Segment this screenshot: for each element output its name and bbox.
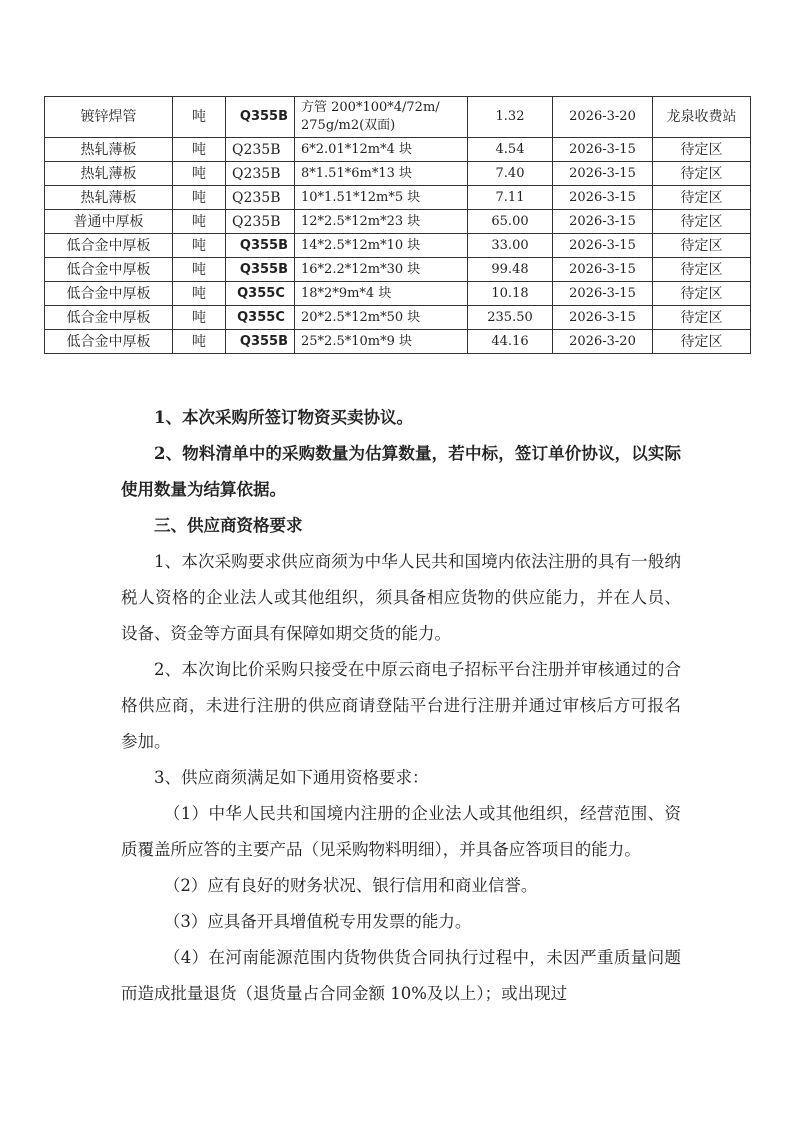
requirement-item-2: （2）应有良好的财务状况、银行信用和商业信誉。 — [163, 876, 538, 895]
unit: 吨 — [173, 186, 226, 210]
specification: 6*2.01*12m*4 块 — [295, 138, 468, 162]
unit: 吨 — [173, 97, 226, 138]
note-1: 1、本次采购所签订物资买卖协议。 — [154, 408, 413, 427]
table-row — [45, 162, 751, 186]
delivery-date: 2026-3-20 — [553, 97, 653, 138]
delivery-date: 2026-3-20 — [553, 330, 653, 354]
unit: 吨 — [173, 282, 226, 306]
quantity: 65.00 — [468, 210, 553, 234]
table-row — [45, 234, 751, 258]
quantity: 33.00 — [468, 234, 553, 258]
quantity: 10.18 — [468, 282, 553, 306]
unit: 吨 — [173, 234, 226, 258]
specification: 8*1.51*6m*13 块 — [295, 162, 468, 186]
paragraph-2: 2、本次询比价采购只接受在中原云商电子招标平台注册并审核通过的合格供应商，未进行注册的供应商请登陆平台进行注册并通过审核后方可报名参加。 — [121, 660, 681, 751]
delivery-date: 2026-3-15 — [553, 258, 653, 282]
specification: 16*2.2*12m*30 块 — [295, 258, 468, 282]
delivery-place: 待定区 — [653, 162, 751, 186]
quantity: 7.11 — [468, 186, 553, 210]
delivery-place: 待定区 — [653, 258, 751, 282]
material-name: 热轧薄板 — [45, 162, 173, 186]
materials-table — [44, 96, 751, 354]
table-row — [45, 282, 751, 306]
table-row — [45, 210, 751, 234]
delivery-place: 待定区 — [653, 306, 751, 330]
delivery-date: 2026-3-15 — [553, 162, 653, 186]
steel-grade: Q355C — [226, 306, 295, 330]
quantity: 7.40 — [468, 162, 553, 186]
specification: 25*2.5*10m*9 块 — [295, 330, 468, 354]
table-row — [45, 258, 751, 282]
delivery-place: 待定区 — [653, 186, 751, 210]
unit: 吨 — [173, 258, 226, 282]
quantity: 44.16 — [468, 330, 553, 354]
steel-grade: Q235B — [226, 186, 295, 210]
material-name: 低合金中厚板 — [45, 330, 173, 354]
delivery-date: 2026-3-15 — [553, 306, 653, 330]
material-name: 低合金中厚板 — [45, 234, 173, 258]
material-name: 普通中厚板 — [45, 210, 173, 234]
table-row — [45, 330, 751, 354]
delivery-place: 待定区 — [653, 330, 751, 354]
delivery-place: 待定区 — [653, 282, 751, 306]
specification: 10*1.51*12m*5 块 — [295, 186, 468, 210]
material-name: 热轧薄板 — [45, 138, 173, 162]
steel-grade: Q235B — [226, 138, 295, 162]
requirement-item-1: （1）中华人民共和国境内注册的企业法人或其他组织，经营范围、资质覆盖所应答的主要产品（见采购物料明细），并具备应答项目的能力。 — [121, 804, 681, 859]
steel-grade: Q355B — [226, 330, 295, 354]
delivery-place: 待定区 — [653, 234, 751, 258]
steel-grade: Q235B — [226, 162, 295, 186]
quantity: 4.54 — [468, 138, 553, 162]
specification: 18*2*9m*4 块 — [295, 282, 468, 306]
unit: 吨 — [173, 330, 226, 354]
specification: 14*2.5*12m*10 块 — [295, 234, 468, 258]
material-name: 低合金中厚板 — [45, 282, 173, 306]
delivery-place: 龙泉收费站 — [653, 97, 751, 138]
quantity: 99.48 — [468, 258, 553, 282]
delivery-place: 待定区 — [653, 138, 751, 162]
requirement-item-4: （4）在河南能源范围内货物供货合同执行过程中，未因严重质量问题而造成批量退货（退货量占合同金额 10%及以上）；或出现过 — [121, 948, 681, 1003]
delivery-date: 2026-3-15 — [553, 186, 653, 210]
unit: 吨 — [173, 162, 226, 186]
steel-grade: Q235B — [226, 210, 295, 234]
section-heading: 三、供应商资格要求 — [154, 516, 303, 535]
body-text — [121, 400, 681, 1012]
quantity: 1.32 — [468, 97, 553, 138]
unit: 吨 — [173, 138, 226, 162]
unit: 吨 — [173, 210, 226, 234]
note-2: 2、物料清单中的采购数量为估算数量，若中标，签订单价协议，以实际使用数量为结算依据。 — [121, 444, 681, 499]
delivery-date: 2026-3-15 — [553, 210, 653, 234]
material-name: 低合金中厚板 — [45, 306, 173, 330]
material-name: 热轧薄板 — [45, 186, 173, 210]
delivery-date: 2026-3-15 — [553, 138, 653, 162]
paragraph-1: 1、本次采购要求供应商须为中华人民共和国境内依法注册的具有一般纳税人资格的企业法人或其他组织，须具备相应货物的供应能力，并在人员、设备、资金等方面具有保障如期交货的能力。 — [121, 552, 681, 643]
steel-grade: Q355C — [226, 282, 295, 306]
table-row — [45, 138, 751, 162]
table-row — [45, 97, 751, 138]
specification: 20*2.5*12m*50 块 — [295, 306, 468, 330]
delivery-date: 2026-3-15 — [553, 234, 653, 258]
table-row — [45, 186, 751, 210]
material-name: 低合金中厚板 — [45, 258, 173, 282]
quantity: 235.50 — [468, 306, 553, 330]
paragraph-3: 3、供应商须满足如下通用资格要求： — [154, 768, 429, 787]
steel-grade: Q355B — [226, 258, 295, 282]
delivery-place: 待定区 — [653, 210, 751, 234]
steel-grade: Q355B — [226, 234, 295, 258]
specification: 方管 200*100*4/72m/ 275g/m2(双面) — [295, 97, 468, 138]
delivery-date: 2026-3-15 — [553, 282, 653, 306]
material-name: 镀锌焊管 — [45, 97, 173, 138]
steel-grade: Q355B — [226, 97, 295, 138]
table-row — [45, 306, 751, 330]
requirement-item-3: （3）应具备开具增值税专用发票的能力。 — [163, 912, 472, 931]
unit: 吨 — [173, 306, 226, 330]
specification: 12*2.5*12m*23 块 — [295, 210, 468, 234]
